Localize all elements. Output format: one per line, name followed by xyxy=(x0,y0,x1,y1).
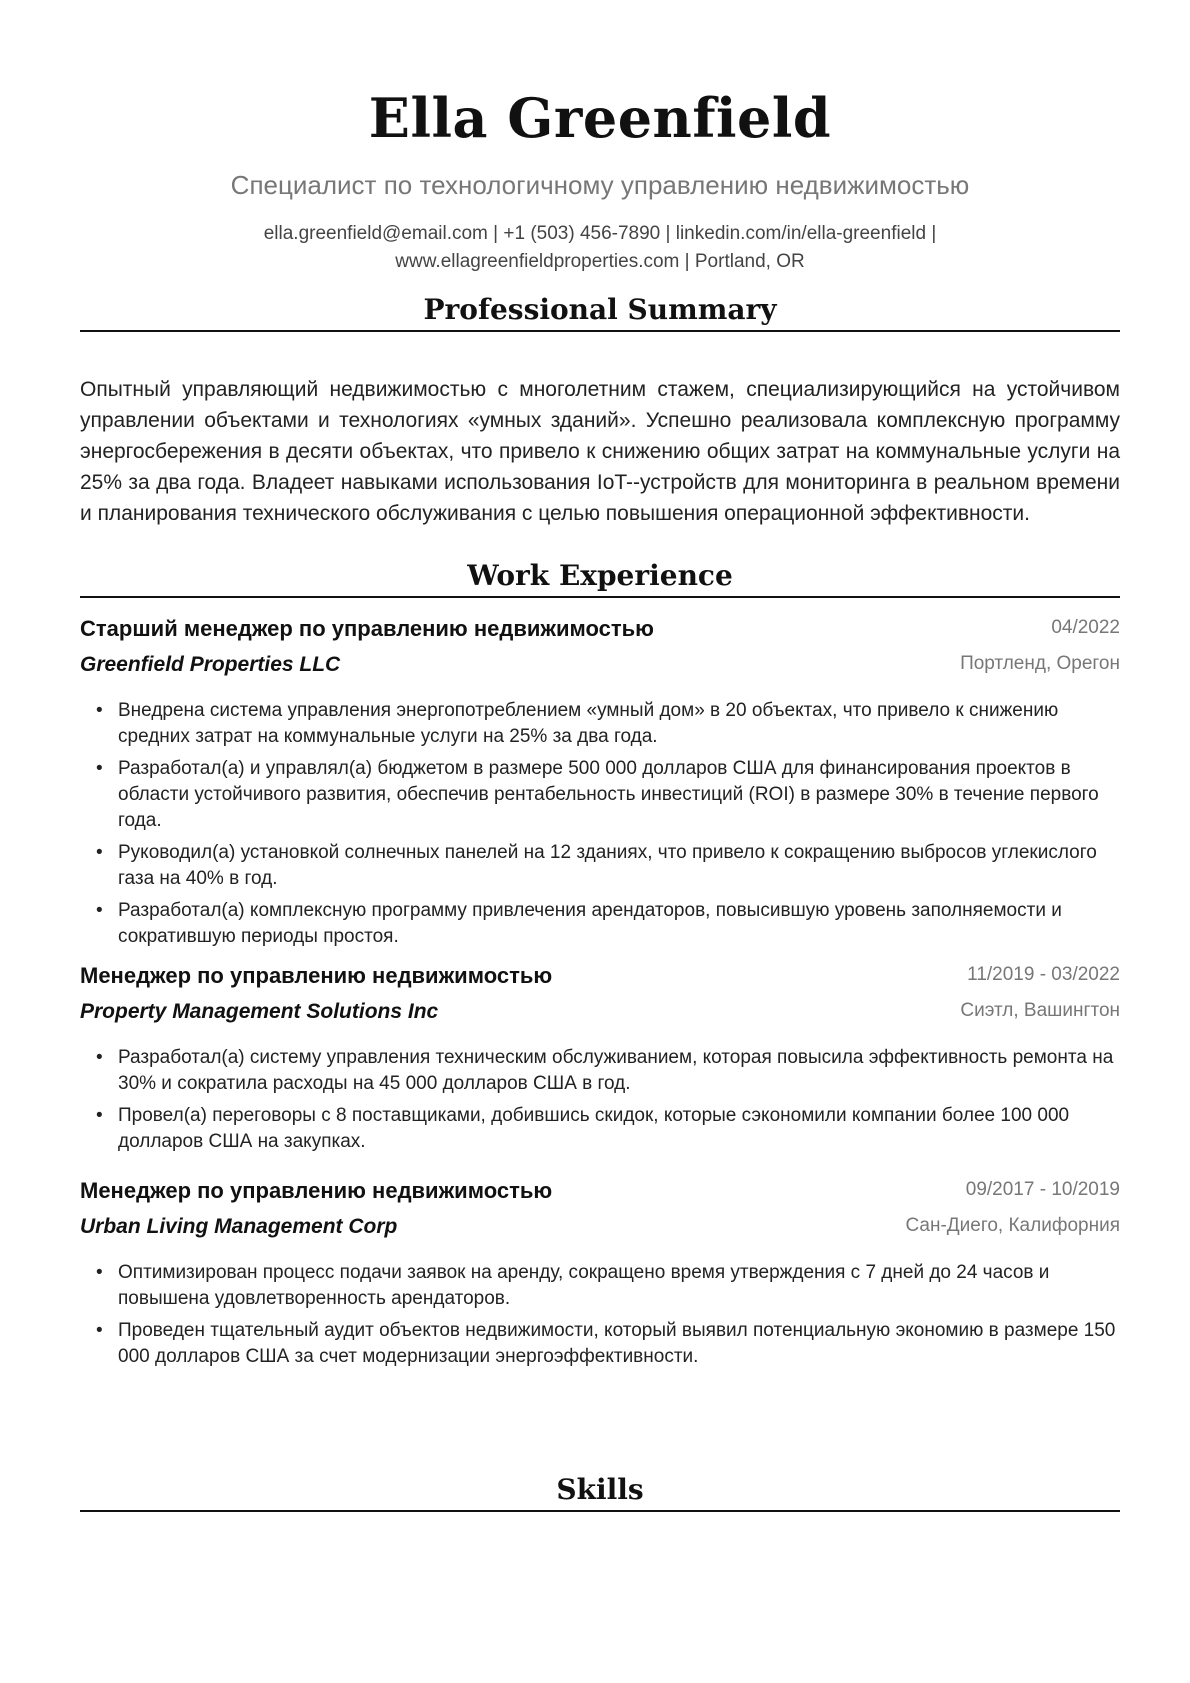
bullet-text: Проведен тщательный аудит объектов недвижимости, который выявил потенциальную экономию в размере 150 000 долларов США за счет модернизации энергоэффективности. xyxy=(118,1320,1116,1367)
bullet-dot: • xyxy=(96,758,103,779)
section-divider xyxy=(80,596,1120,598)
contact-line-1: ella.greenfield@email.com | +1 (503) 456-7890 | linkedin.com/in/ella-greenfield | xyxy=(263,223,937,244)
bullet-text: Внедрена система управления энергопотреблением «умный дом» в 20 объектах, что привело к снижению средних затрат на коммунальные услуги на 25% за два года. xyxy=(118,700,1059,747)
contact-info xyxy=(80,220,1120,276)
summary-text: Опытный управляющий недвижимостью с многолетним стажем, специализирующийся на устойчивом управлении объектами и технологиях «умных зданий». Успешно реализовала комплексную программу энергосбережения в десяти объектах, что привело к снижению общих затрат на коммунальные услуги на 25% за два года. Владеет навыками использования IoT--устройств для мониторинга в реальном времени и планирования технического обслуживания с целью повышения операционной эффективности. xyxy=(80,378,1120,525)
bullet-dot: • xyxy=(96,1047,103,1068)
bullet-text: Разработал(а) комплексную программу привлечения арендаторов, повысившую уровень заполняемости и сократившую периоды простоя. xyxy=(118,900,1062,947)
job-title: Старший менеджер по управлению недвижимостью xyxy=(80,616,654,641)
section-title-skills: Skills xyxy=(556,1473,644,1506)
bullet-text: Разработал(а) систему управления техническим обслуживанием, которая повысила эффективность ремонта на 30% и сократила расходы на 45 000 долларов США в год. xyxy=(118,1047,1114,1094)
job-bullets xyxy=(80,698,1120,956)
job-title: Менеджер по управлению недвижимостью xyxy=(80,1178,553,1203)
job-bullets xyxy=(80,1045,1120,1161)
bullet-item xyxy=(80,1103,1120,1155)
section-title-experience: Work Experience xyxy=(467,559,733,592)
bullet-text: Руководил(а) установкой солнечных панелей на 12 зданиях, что привело к сокращению выбросов углекислого газа на 40% в год. xyxy=(118,842,1097,889)
bullet-dot: • xyxy=(96,900,103,921)
candidate-name: Ella Greenfield xyxy=(368,86,832,150)
job-date: 11/2019 - 03/2022 xyxy=(967,964,1120,985)
section-divider xyxy=(80,330,1120,332)
bullet-dot: • xyxy=(96,1105,103,1126)
job-title: Менеджер по управлению недвижимостью xyxy=(80,963,553,988)
bullet-dot: • xyxy=(96,1262,103,1283)
job-date: 09/2017 - 10/2019 xyxy=(965,1179,1120,1200)
bullet-item xyxy=(80,698,1120,750)
bullet-item xyxy=(80,1260,1120,1312)
bullet-item xyxy=(80,898,1120,950)
job-location: Сан-Диего, Калифорния xyxy=(905,1215,1120,1236)
job-company: Property Management Solutions Inc xyxy=(80,1000,439,1023)
job-date: 04/2022 xyxy=(1051,617,1120,638)
bullet-item xyxy=(80,1318,1120,1370)
job-company: Greenfield Properties LLC xyxy=(80,653,341,676)
job-bullets xyxy=(80,1260,1120,1376)
contact-line-2: www.ellagreenfieldproperties.com | Portland, OR xyxy=(395,251,805,272)
bullet-dot: • xyxy=(96,700,103,721)
job-location: Сиэтл, Вашингтон xyxy=(960,1000,1120,1021)
bullet-dot: • xyxy=(96,1320,103,1341)
section-title-summary: Professional Summary xyxy=(423,293,777,326)
bullet-text: Оптимизирован процесс подачи заявок на аренду, сокращено время утверждения с 7 дней до 24 часов и повышена удовлетворенность арендаторов. xyxy=(118,1262,1050,1309)
bullet-item xyxy=(80,840,1120,892)
bullet-item xyxy=(80,756,1120,834)
bullet-dot: • xyxy=(96,842,103,863)
section-divider xyxy=(80,1510,1120,1512)
job-location: Портленд, Орегон xyxy=(960,653,1120,674)
bullet-text: Провел(а) переговоры с 8 поставщиками, добившись скидок, которые сэкономили компании более 100 000 долларов США на закупках. xyxy=(118,1105,1070,1152)
job-company: Urban Living Management Corp xyxy=(80,1215,398,1238)
bullet-text: Разработал(а) и управлял(а) бюджетом в размере 500 000 долларов США для финансирования проектов в области устойчивого развития, обеспечив рентабельность инвестиций (ROI) в размере 30% в течение первого года. xyxy=(118,758,1099,831)
bullet-item xyxy=(80,1045,1120,1097)
candidate-headline: Специалист по технологичному управлению недвижимостью xyxy=(230,170,970,200)
